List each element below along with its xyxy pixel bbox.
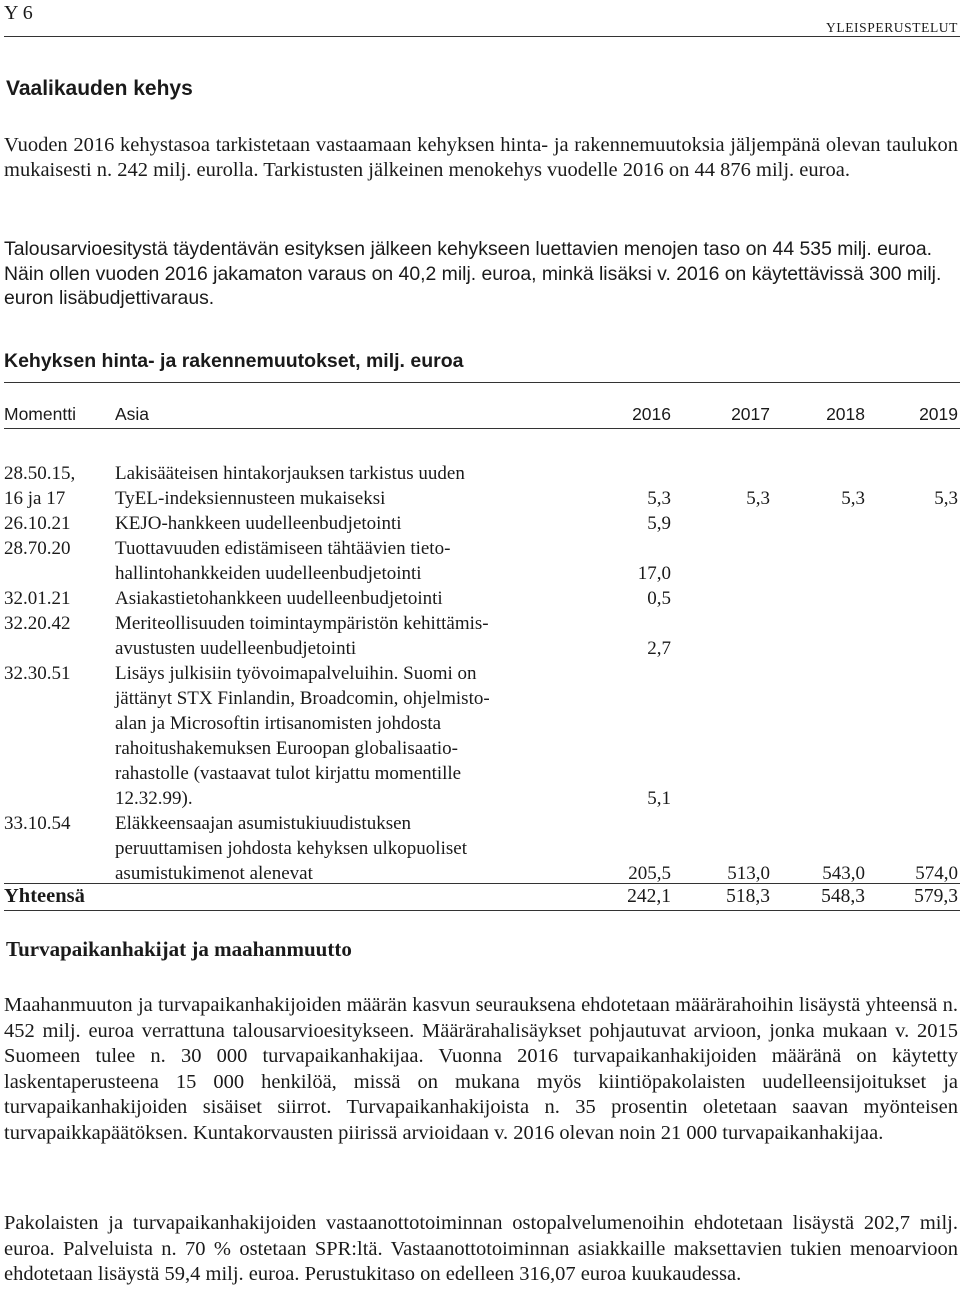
table-row — [0, 536, 960, 586]
table-header-row — [0, 402, 960, 426]
row-asia: Meriteollisuuden toimintaympäristön kehittämis- avustusten uudelleenbudjetointi — [115, 613, 489, 659]
row-value-2019: 574,0 — [915, 863, 958, 884]
row-asia: KEJO-hankkeen uudelleenbudjetointi — [115, 513, 402, 534]
row-momentti: 26.10.21 — [4, 513, 71, 534]
section-code: Y 6 — [4, 2, 33, 24]
total-value-2019: 579,3 — [914, 886, 958, 907]
row-value-2016: 205,5 — [628, 863, 671, 884]
table-row — [0, 611, 960, 661]
row-momentti: 28.50.15, 16 ja 17 — [4, 463, 76, 509]
table-bottom-rule — [4, 910, 960, 911]
header-asia: Asia — [115, 404, 150, 424]
row-asia: Tuottavuuden edistämiseen tähtäävien tieto- hallintohankkeiden uudelleenbudjetointi — [115, 538, 451, 584]
total-value-2017: 518,3 — [726, 886, 770, 907]
row-value-2018: 543,0 — [822, 863, 865, 884]
header-momentti: Momentti — [4, 404, 76, 424]
row-value-2017: 5,3 — [746, 488, 770, 509]
table-row — [0, 586, 960, 611]
paragraph-talousarvioesitys: Talousarvioesitystä täydentävän esityksen jälkeen kehykseen luettavien menojen taso on 44 535 milj. euroa. Näin ollen vuoden 2016 jakamaton varaus on 40,2 milj. euroa, minkä lisäksi v. 2016 on käytettävissä 300 milj. euron lisäbudjettivaraus. — [4, 238, 942, 309]
paragraph-kehystaso: Vuoden 2016 kehystasoa tarkistetaan vastaamaan kehyksen hinta- ja rakennemuutoksia jäljempänä olevan taulukon mukaisesti n. 242 milj. eurolla. Tarkistusten jälkeinen menokehys vuodelle 2016 on 44 876 milj. euroa. — [4, 134, 958, 181]
table-row — [0, 511, 960, 536]
row-value-2016: 2,7 — [647, 638, 671, 659]
table-header-rule — [4, 428, 960, 429]
row-asia: Asiakastietohankkeen uudelleenbudjetointi — [115, 588, 443, 609]
table-row — [0, 661, 960, 811]
row-value-2016: 17,0 — [637, 563, 671, 584]
table-total-row — [0, 884, 960, 909]
total-value-2018: 548,3 — [821, 886, 865, 907]
row-value-2016: 5,9 — [647, 513, 671, 534]
table-title: Kehyksen hinta- ja rakennemuutokset, milj. euroa — [4, 350, 464, 372]
row-value-2016: 5,3 — [647, 488, 671, 509]
header-divider — [4, 36, 960, 37]
header-2018: 2018 — [826, 404, 865, 424]
total-label: Yhteensä — [4, 885, 85, 907]
row-value-2016: 5,1 — [647, 788, 671, 809]
row-momentti: 28.70.20 — [4, 538, 71, 559]
header-2019: 2019 — [919, 404, 958, 424]
row-asia: Lakisääteisen hintakorjauksen tarkistus uuden TyEL-indeksiennusteen mukaiseksi — [115, 463, 465, 509]
section-heading-vaalikauden-kehys: Vaalikauden kehys — [6, 77, 193, 100]
table-row — [0, 461, 960, 511]
row-value-2018: 5,3 — [841, 488, 865, 509]
section-title-header: YLEISPERUSTELUT — [826, 20, 958, 35]
row-value-2016: 0,5 — [647, 588, 671, 609]
section-heading-turvapaikanhakijat: Turvapaikanhakijat ja maahanmuutto — [6, 937, 352, 961]
row-momentti: 33.10.54 — [4, 813, 71, 834]
header-2017: 2017 — [731, 404, 770, 424]
total-value-2016: 242,1 — [627, 886, 671, 907]
row-asia: Lisäys julkisiin työvoimapalveluihin. Suomi on jättänyt STX Finlandin, Broadcomin, ohjelmisto- alan ja Microsoftin irtisanomisten johdosta rahoitushakemuksen Euroopan globalisaatio- rahastolle (vastaavat tulot kirjattu momentille 12.32.99). — [115, 663, 490, 809]
row-momentti: 32.20.42 — [4, 613, 71, 634]
header-2016: 2016 — [632, 404, 671, 424]
row-momentti: 32.01.21 — [4, 588, 71, 609]
row-value-2019: 5,3 — [934, 488, 958, 509]
paragraph-maahanmuutto: Maahanmuuton ja turvapaikanhakijoiden määrän kasvun seurauksena ehdotetaan määrärahoihin lisäystä yhteensä n. 452 milj. euroa verrattuna talousarvioesitykseen. Määrärahalisäykset pohjautuvat arvioon, jonka mukaan v. 2015 Suomeen tulee n. 30 000 turvapaikanhakijaa. Vuonna 2016 turvapaikanhakijoiden määränä on käytetty laskentaperusteena 15 000 henkilöä, missä on mukana myös kiintiöpakolaisten uudelleensijoitukset ja turvapaikanhakijoiden sisäiset siirrot. Turvapaikanhakijoista n. 35 prosentin oletetaan saavan myönteisen turvapaikkapäätöksen. Kuntakorvausten piirissä arvioidaan v. 2016 olevan noin 21 000 turvapaikanhakijaa. — [4, 994, 958, 1144]
table-top-rule — [4, 382, 960, 383]
table-row — [0, 811, 960, 886]
row-momentti: 32.30.51 — [4, 663, 71, 684]
row-asia: Eläkkeensaajan asumistukiuudistuksen peruuttamisen johdosta kehyksen ulkopuoliset asumistukimenot alenevat — [115, 813, 467, 884]
table-body — [0, 461, 960, 886]
row-value-2017: 513,0 — [727, 863, 770, 884]
paragraph-vastaanottotoiminta: Pakolaisten ja turvapaikanhakijoiden vastaanottotoiminnan ostopalvelumenoihin ehdotetaan lisäystä 202,7 milj. euroa. Palveluista n. 70 % ostetaan SPR:ltä. Vastaanottotoiminnan asiakkaille maksettavien tukien menoarvioon ehdotetaan lisäystä 59,4 milj. euroa. Perustukitaso on edelleen 316,07 euroa kuukaudessa. — [4, 1212, 958, 1285]
